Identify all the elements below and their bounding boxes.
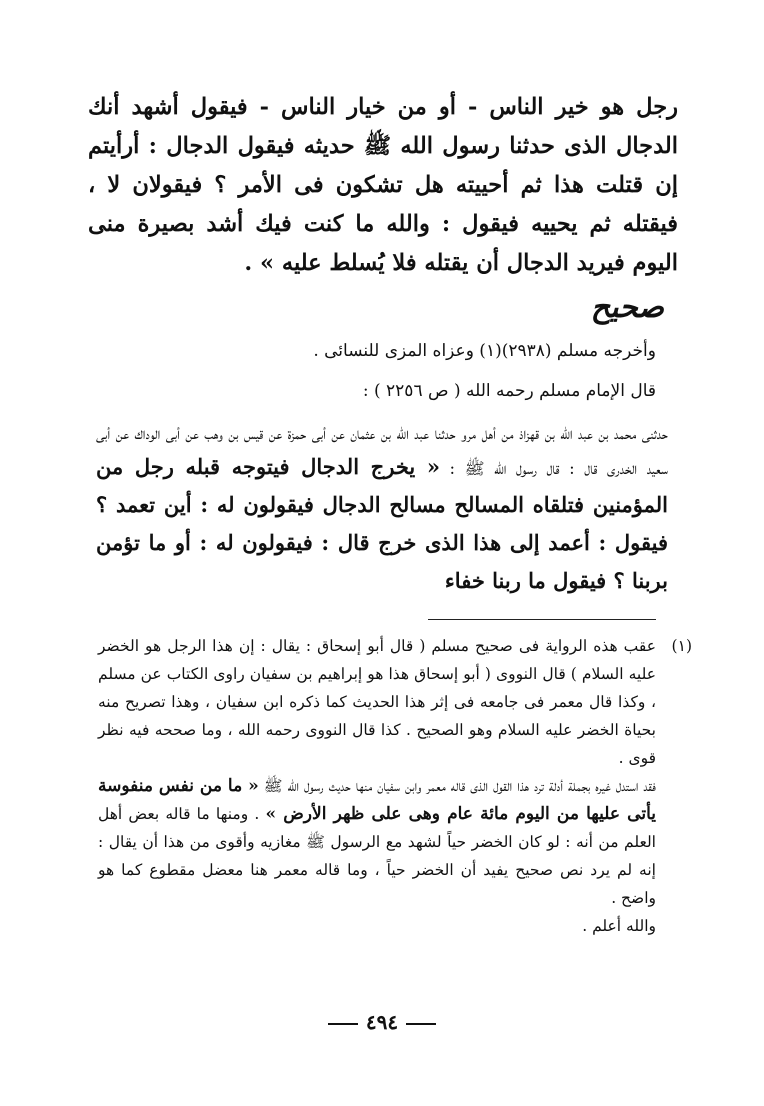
footnote-number: (١) <box>671 637 692 655</box>
footnote-separator <box>428 619 656 620</box>
footnote-paragraph-2 <box>98 772 656 912</box>
continuation-paragraph <box>88 88 678 283</box>
continuation-text: رجل هو خير الناس - أو من خيار الناس - فيقول أشهد أنك الدجال الذى حدثنا رسول الله ﷺ حديثه فيقول الدجال : أرأيتم إن قتلت هذا ثم أحييته هل تشكون فى الأمر ؟ فيقولان لا ، فيقتله ثم يحييه فيقول : والله ما كنت فيك أشد بصيرة منى اليوم فيريد الدجال أن يقتله فلا يُسلط عليه » . <box>88 94 678 276</box>
footnote-p2-end: . ومنها ما قاله بعض أهل العلم من أنه : لو كان الخضر حياً لشهد مع الرسول ﷺ مغازيه وأقوى من هذا أن يقال : إنه لم يرد نص صحيح يفيد أن الخضر حياً ، وما قاله معمر هنا معضل مقطوع كما هو واضح . <box>98 805 656 907</box>
footnotes <box>98 632 692 940</box>
footnote-paragraph-3: والله أعلم . <box>582 917 656 935</box>
hadith-block <box>96 420 668 600</box>
takhrij-line: وأخرجه مسلم (٢٩٣٨)(١) وعزاه المزى للنسائى . <box>313 341 656 361</box>
footnote-p2-start: فقد استدل غيره بجملة أدلة ترد هذا القول الذى قاله معمر وابن سفيان منها حديث رسول الله ﷺ <box>263 777 656 795</box>
hadith-isnad: حدثنى محمد بن عبد الله بن قهزاذ من أهل مرو حدثنا عبد الله بن عثمان عن أبى حمزة عن قيس بن وهب عن أبى الوداك عن أبى سعيد الخدرى قال : قال رسول الله ﷺ : <box>96 424 668 478</box>
section-heading: صحيح <box>590 290 664 325</box>
page-number-dash-left <box>328 1023 358 1025</box>
footnote-hadith-quote: « ما من نفس منفوسة يأتى عليها من اليوم مائة عام وهى على ظهر الأرض » <box>98 776 656 824</box>
hadith-matn: « يخرج الدجال فيتوجه قبله رجل من المؤمنين فتلقاه المسالح مسالح الدجال فيقولون له : أين تعمد ؟ فيقول : أعمد إلى هذا الذى خرج قال : فيقولون له : أو ما تؤمن بربنا ؟ فيقول ما ربنا خفاء <box>96 454 668 593</box>
footnote-paragraph-1: عقب هذه الرواية فى صحيح مسلم ( قال أبو إسحاق : يقال : إن هذا الرجل هو الخضر عليه السلام ) قال النووى ( أبو إسحاق هذا هو إبراهيم بن سفيان راوى الكتاب عن مسلم ، وكذا قال معمر فى جامعه فى إثر هذا الحديث كما ذكره ابن سفيان ، وهذا تصريح منه بحياة الخضر عليه السلام وهو الصحيح . كذا قال النووى رحمه الله ، وما صححه فيه نظر قوى . <box>98 637 656 767</box>
page-number-value: ٤٩٤ <box>365 1010 399 1034</box>
page-number <box>0 1010 764 1034</box>
imam-muslim-line: قال الإمام مسلم رحمه الله ( ص ٢٢٥٦ ) : <box>362 381 656 401</box>
page-number-dash-right <box>406 1023 436 1025</box>
